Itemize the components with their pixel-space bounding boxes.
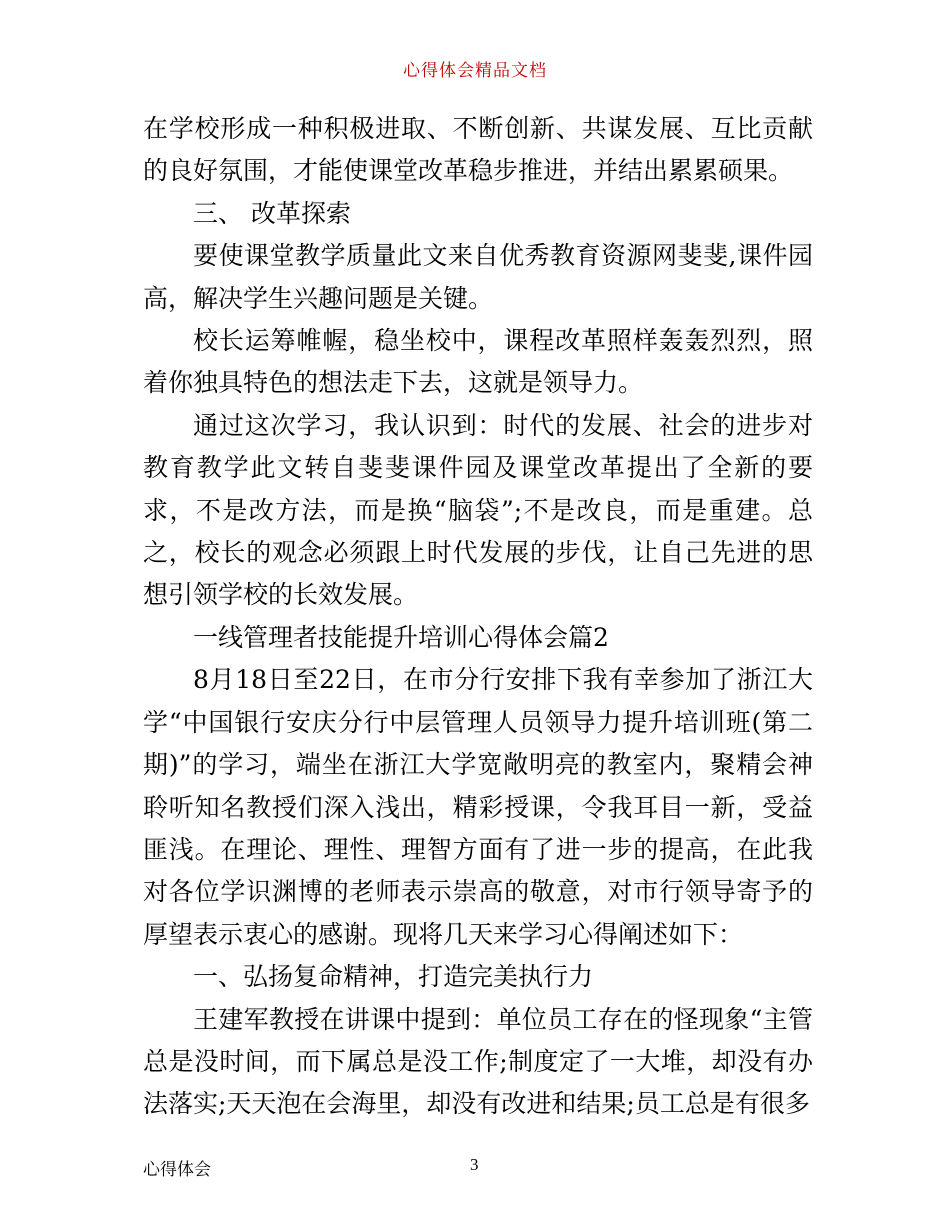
page-number: 3 [470, 1155, 479, 1174]
section-heading: 三、 改革探索 [193, 198, 351, 228]
footer-label: 心得体会 [143, 1160, 211, 1180]
paragraph: 在学校形成一种积极进取、不断创新、共谋发展、互比贡献的良好氛围，才能使课堂改革稳步推进，并结出累累硕果。 [143, 114, 813, 186]
document-body [143, 108, 813, 1126]
paragraph: 8月18日至22日，在市分行安排下我有幸参加了浙江大学“中国银行安庆分行中层管理人员领导力提升培训班(第二期)”的学习，端坐在浙江大学宽敞明亮的教室内，聚精会神聆听知名教授们深入浅出，精彩授课，令我耳目一新，受益匪浅。在理论、理性、理智方面有了进一步的提高，在此我对各位学识渊博的老师表示崇高的敬意，对市行领导寄予的厚望表示衷心的感谢。现将几天来学习心得阐述如下： [143, 665, 813, 949]
paragraph: 要使课堂教学质量此文来自优秀教育资源网斐斐,课件园高，解决学生兴趣问题是关键。 [143, 241, 813, 313]
paragraph: 王建军教授在讲课中提到：单位员工存在的怪现象“主管总是没时间，而下属总是没工作;制度定了一大堆，却没有办法落实;天天泡在会海里，却没有改进和结果;员工总是有很多 [143, 1004, 813, 1119]
article-heading: 一线管理者技能提升培训心得体会篇2 [193, 622, 609, 652]
paragraph: 通过这次学习，我认识到：时代的发展、社会的进步对教育教学此文转自斐斐课件园及课堂改革提出了全新的要求，不是改方法，而是换“脑袋”;不是改良，而是重建。总之，校长的观念必须跟上时代发展的步伐，让自己先进的思想引领学校的长效发展。 [143, 410, 813, 610]
paragraph: 校长运筹帷幄，稳坐校中，课程改革照样轰轰烈烈，照着你独具特色的想法走下去，这就是领导力。 [143, 326, 813, 398]
section-heading: 一、弘扬复命精神，打造完美执行力 [193, 962, 594, 992]
page-header-title: 心得体会精品文档 [403, 61, 547, 81]
